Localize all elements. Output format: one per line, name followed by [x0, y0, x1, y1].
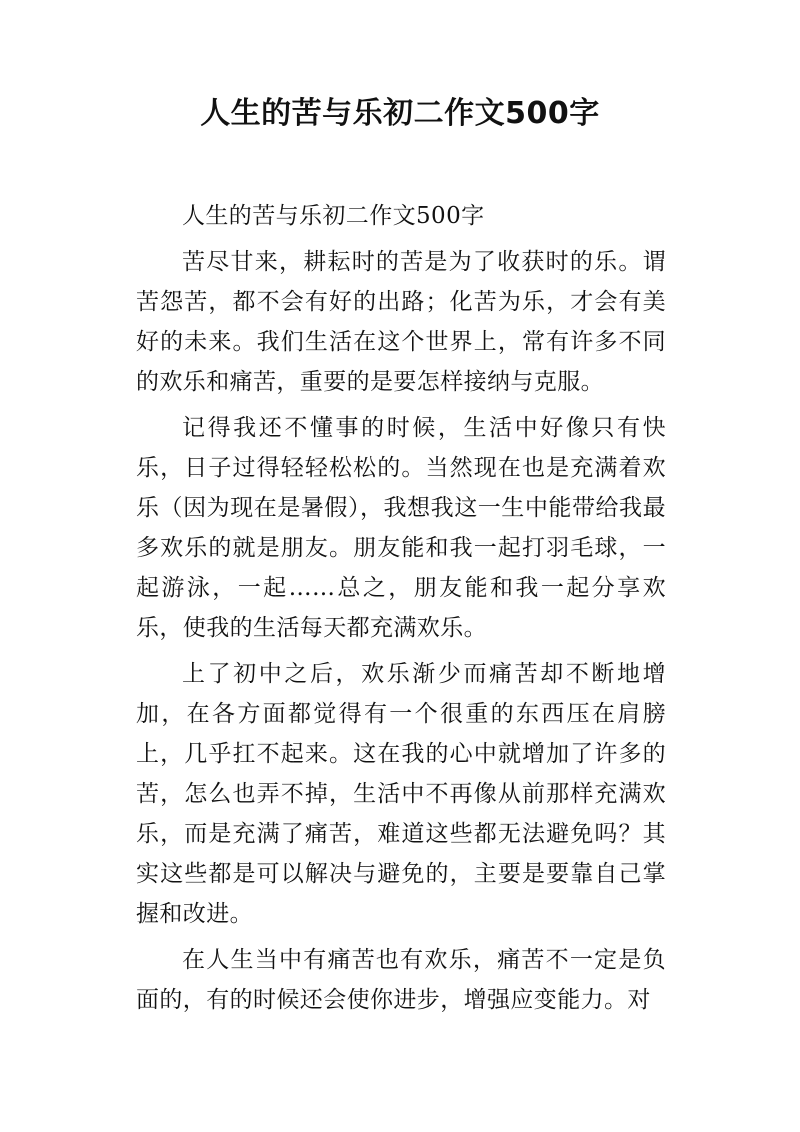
paragraph-repeated-title: 人生的苦与乐初二作文500字 — [182, 203, 485, 229]
paragraph-conclusion: 在人生当中有痛苦也有欢乐，痛苦不一定是负面的，有的时候还会使你进步，增强应变能力。对 — [136, 947, 666, 1013]
paragraph-intro: 苦尽甘来，耕耘时的苦是为了收获时的乐。谓苦怨苦，都不会有好的出路；化苦为乐，才会有美好的未来。我们生活在这个世界上，常有许多不同的欢乐和痛苦，重要的是要怎样接纳与克服。 — [136, 249, 666, 395]
paragraph-childhood: 记得我还不懂事的时候，生活中好像只有快乐，日子过得轻轻松松的。当然现在也是充满着欢乐（因为现在是暑假），我想我这一生中能带给我最多欢乐的就是朋友。朋友能和我一起打羽毛球，一起游泳，一起……总之，朋友能和我一起分享欢乐，使我的生活每天都充满欢乐。 — [136, 415, 666, 641]
document-title: 人生的苦与乐初二作文500字 — [200, 96, 600, 131]
document-body — [136, 196, 666, 1026]
paragraph-middle-school: 上了初中之后，欢乐渐少而痛苦却不断地增加，在各方面都觉得有一个很重的东西压在肩膀上，几乎扛不起来。这在我的心中就增加了许多的苦，怎么也弄不掉，生活中不再像从前那样充满欢乐，而是充满了痛苦，难道这些都无法避免吗？其实这些都是可以解决与避免的，主要是要靠自己掌握和改进。 — [136, 661, 666, 927]
